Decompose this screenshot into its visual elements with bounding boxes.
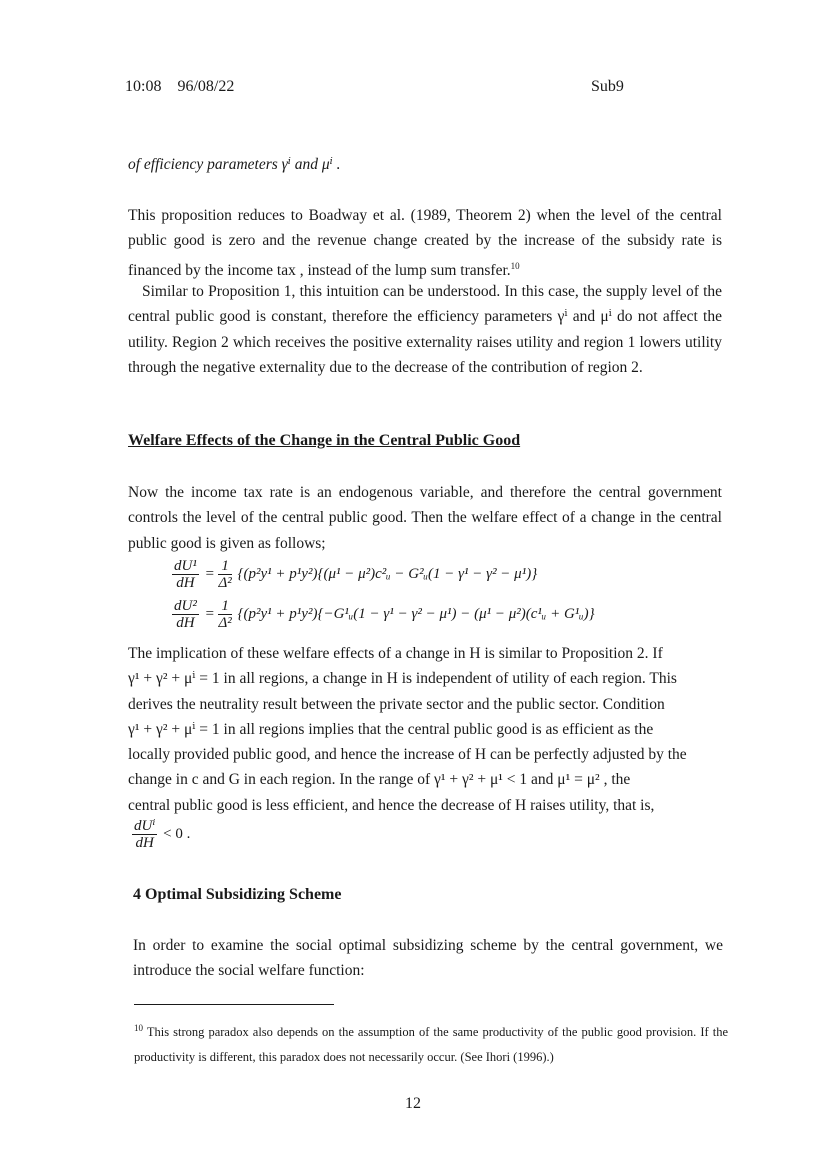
footnote-text: This strong paradox also depends on the assumption of the same productivity of the public good provision. If the productivity is different, this paradox does not necessarily occur. (See Ihori (1996).) <box>134 1025 728 1065</box>
ineq-relation: < 0 . <box>163 825 191 842</box>
equation-dU2-dH <box>172 598 595 631</box>
header-time-date: 10:08 96/08/22 <box>125 78 235 95</box>
text-line: The implication of these welfare effects of a change in H is similar to Proposition 2. If <box>128 645 663 662</box>
section-heading-optimal-subsidizing: 4 Optimal Subsidizing Scheme <box>133 886 342 903</box>
lhs-numerator: dU² <box>174 598 197 614</box>
header-doc-id: Sub9 <box>591 78 624 95</box>
coef-denominator: Δ² <box>218 615 232 631</box>
lhs-fraction <box>172 598 199 631</box>
ineq-numerator: dUⁱ <box>134 818 156 834</box>
paragraph-intuition: Similar to Proposition 1, this intuition can be understood. In this case, the supply level of the central public good is constant, therefore the efficiency parameters γⁱ and μⁱ do not affect the utility. Region 2 which receives the positive externality raises utility and region 1 lowers utility through the negative externality due to the decrease of the contribution of region 2. <box>128 283 722 376</box>
text-line: γ¹ + γ² + μⁱ = 1 in all regions implies that the central public good is as efficient as the <box>128 720 654 738</box>
coef-numerator: 1 <box>218 598 231 615</box>
ineq-denominator: dH <box>135 835 154 851</box>
coef-numerator: 1 <box>218 558 231 575</box>
page-number: 12 <box>405 1095 421 1112</box>
lhs-denominator: dH <box>176 615 195 631</box>
paragraph-implication <box>128 641 722 818</box>
paragraph-text: This proposition reduces to Boadway et al. (1989, Theorem 2) when the level of the central public good is zero and the revenue change created by the increase of the subsidy rate is financed by the income tax , instead of the lump sum transfer. <box>128 207 722 279</box>
text-line: change in c and G in each region. In the range of γ¹ + γ² + μ¹ < 1 and μ¹ = μ² , the <box>128 771 631 789</box>
rhs-expression: {(p²y¹ + p¹y²){−G¹ᵤ(1 − γ¹ − γ² − μ¹) − (μ¹ − μ²)(c¹ᵤ + G¹ᵤ)} <box>237 605 595 622</box>
paragraph-proposition-reduces <box>128 203 722 283</box>
rhs-expression: {(p²y¹ + p¹y²){(μ¹ − μ²)c²ᵤ − G²ᵤ(1 − γ¹ − γ² − μ¹)} <box>237 565 538 582</box>
coef-fraction <box>218 598 231 631</box>
lhs-denominator: dH <box>176 575 195 591</box>
efficiency-parameters-line: of efficiency parameters γⁱ and μⁱ . <box>128 156 341 173</box>
coef-denominator: Δ² <box>218 575 232 591</box>
equals-sign: = <box>204 605 215 622</box>
footnote-marker: 10 <box>510 260 520 271</box>
ineq-fraction <box>132 818 157 851</box>
equation-dU1-dH <box>172 558 537 591</box>
section-heading-welfare-effects: Welfare Effects of the Change in the Central Public Good <box>128 432 521 449</box>
lhs-fraction <box>172 558 199 591</box>
inequality-dUi-dH <box>132 818 190 851</box>
text-line: locally provided public good, and hence the increase of H can be perfectly adjusted by the <box>128 746 687 764</box>
text-line: γ¹ + γ² + μⁱ = 1 in all regions, a change in H is independent of utility of each region. This <box>128 670 677 688</box>
lhs-numerator: dU¹ <box>174 558 197 574</box>
coef-fraction <box>218 558 231 591</box>
footnote-marker: 10 <box>134 1023 143 1033</box>
paragraph-social-welfare: In order to examine the social optimal subsidizing scheme by the central government, we introduce the social welfare function: <box>133 937 723 980</box>
footnote-divider <box>134 1004 334 1005</box>
footnote-10 <box>134 1016 728 1070</box>
text-line: central public good is less efficient, and hence the decrease of H raises utility, that is, <box>128 796 655 814</box>
equals-sign: = <box>204 565 215 582</box>
text-line: derives the neutrality result between the private sector and the public sector. Condition <box>128 695 665 713</box>
paragraph-income-tax: Now the income tax rate is an endogenous variable, and therefore the central government controls the level of the central public good. Then the welfare effect of a change in the central public good is given as follows; <box>128 484 722 552</box>
